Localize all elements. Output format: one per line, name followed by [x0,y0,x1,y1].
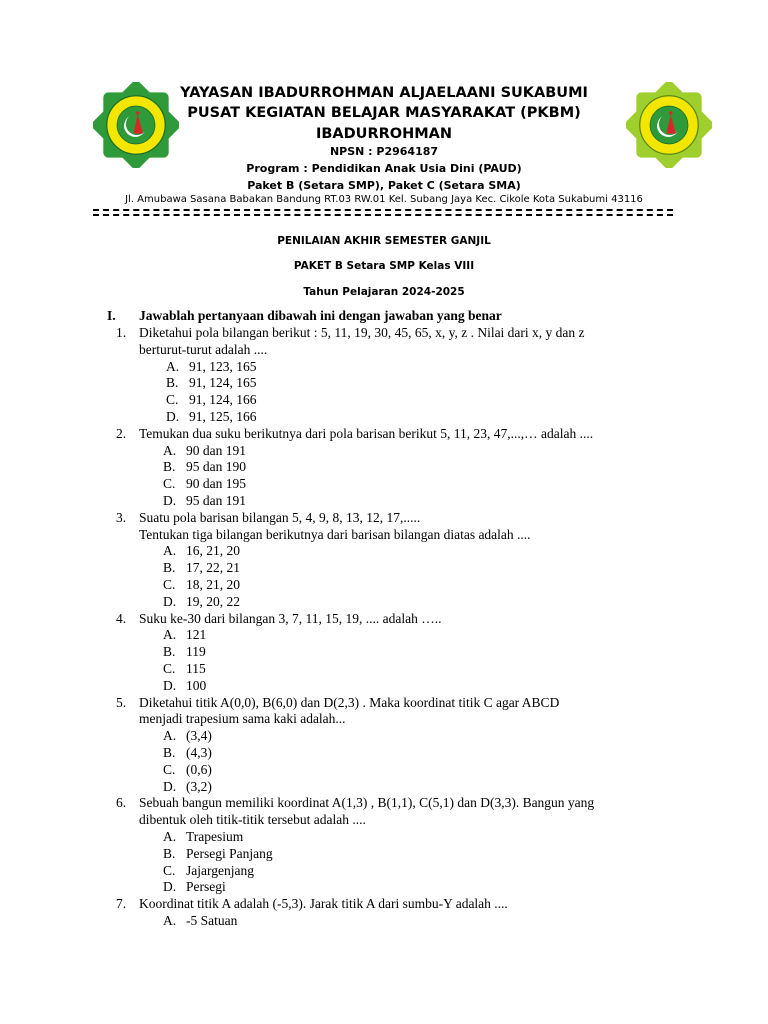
npsn-number: NPSN : P2964187 [329,145,439,158]
question-text-line: Suatu pola barisan bilangan 5, 4, 9, 8, 13, 12, 17,..... [139,509,421,525]
question-text-line: Sebuah bangun memiliki koordinat A(1,3) , B(1,1), C(5,1) dan D(3,3). Bangun yang [139,795,595,811]
question-number: 4. [116,610,127,626]
question-text [139,510,676,544]
question-number: 3. [116,509,127,525]
question-text [139,611,676,628]
option-text: 91, 124, 166 [189,392,257,408]
section-number: I. [107,308,116,323]
answer-option [163,644,676,661]
option-text: 90 dan 195 [186,476,246,492]
answer-option [163,762,676,779]
option-text: (3,2) [186,778,212,794]
option-letter: B. [163,845,176,861]
option-text: 17, 22, 21 [186,560,240,576]
option-letter: D. [166,408,180,424]
answer-option [166,392,676,409]
option-letter: D. [163,593,177,609]
question-item [116,611,676,695]
question-item [116,695,676,796]
option-text: 91, 124, 165 [189,375,257,391]
option-letter: A. [163,543,177,559]
question-text [139,896,676,913]
answer-option [163,627,676,644]
option-letter: C. [163,761,176,777]
question-text [139,695,676,729]
option-letter: B. [163,459,176,475]
foundation-name: YAYASAN IBADURROHMAN ALJAELAANI SUKABUMI [180,85,588,101]
option-text: 18, 21, 20 [186,576,240,592]
option-letter: C. [166,392,179,408]
option-letter: A. [166,358,180,374]
option-letter: A. [163,627,177,643]
question-text [139,426,676,443]
question-text-line: berturut-turut adalah .... [139,341,268,357]
option-text: 95 dan 191 [186,492,246,508]
option-text: -5 Satuan [186,912,238,928]
option-text: 91, 123, 165 [189,358,257,374]
option-text: 19, 20, 22 [186,593,240,609]
option-text: 91, 125, 166 [189,408,257,424]
question-text-line: Suku ke-30 dari bilangan 3, 7, 11, 15, 19, .... adalah ….. [139,610,442,626]
option-letter: B. [163,744,176,760]
option-letter: D. [163,778,177,794]
question-text [139,795,676,829]
exam-level: PAKET B Setara SMP Kelas VIII [293,260,475,272]
question-list [116,325,676,930]
answer-option [163,543,676,560]
question-text-line: Diketahui titik A(0,0), B(6,0) dan D(2,3) . Maka koordinat titik C agar ABCD [139,694,560,710]
answer-option [166,375,676,392]
answer-option [163,661,676,678]
option-letter: B. [163,560,176,576]
option-text: (0,6) [186,761,212,777]
institution-name: PUSAT KEGIATAN BELAJAR MASYARAKAT (PKBM) [187,105,581,121]
answer-option [163,863,676,880]
option-text: 95 dan 190 [186,459,246,475]
option-text: 16, 21, 20 [186,543,240,559]
option-letter: B. [163,644,176,660]
question-text-line: Tentukan tiga bilangan berikutnya dari barisan bilangan diatas adalah .... [139,526,531,542]
option-text: 100 [186,677,207,693]
paket-line: Paket B (Setara SMP), Paket C (Setara SMA) [247,179,521,192]
option-letter: C. [163,660,176,676]
question-item [116,426,676,510]
answer-option [163,846,676,863]
question-number: 6. [116,795,127,811]
option-text: 121 [186,627,207,643]
option-letter: A. [163,442,177,458]
program-line: Program : Pendidikan Anak Usia Dini (PAUD) [246,162,522,175]
answer-option [163,879,676,896]
exam-title: PENILAIAN AKHIR SEMESTER GANJIL [277,235,491,247]
question-item [116,896,676,930]
letterhead [0,0,768,230]
question-number: 5. [116,694,127,710]
option-letter: D. [163,492,177,508]
header-divider [93,209,673,218]
answer-option [163,476,676,493]
question-number: 2. [116,425,127,441]
question-number: 7. [116,896,127,912]
answer-option [163,745,676,762]
answer-option [163,493,676,510]
answer-option [166,409,676,426]
address-line: Jl. Amubawa Sasana Babakan Bandung RT.03 RW.01 Kel. Subang Jaya Kec. Cikole Kota Sukabumi 43116 [125,194,643,205]
answer-option [166,359,676,376]
option-text: 115 [186,660,206,676]
option-letter: D. [163,879,177,895]
section-title: Jawablah pertanyaan dibawah ini dengan jawaban yang benar [139,308,502,323]
option-letter: B. [166,375,179,391]
answer-option [163,728,676,745]
section-heading [107,308,502,325]
answer-option [163,459,676,476]
option-letter: A. [163,828,177,844]
answer-option [163,443,676,460]
option-text: 119 [186,644,206,660]
option-text: Jajargenjang [186,862,254,878]
option-letter: D. [163,677,177,693]
question-item [116,510,676,611]
option-text: Trapesium [186,828,244,844]
option-text: Persegi [186,879,226,895]
academic-year: Tahun Pelajaran 2024-2025 [303,286,465,298]
answer-option [163,829,676,846]
question-text-line: dibentuk oleh titik-titik tersebut adalah .... [139,812,366,828]
option-letter: A. [163,912,177,928]
question-item [116,325,676,426]
question-text [139,325,676,359]
answer-option [163,594,676,611]
answer-option [163,678,676,695]
option-text: 90 dan 191 [186,442,246,458]
institution-short-name: IBADURROHMAN [315,126,453,142]
question-number: 1. [116,325,127,340]
option-text: (3,4) [186,728,212,744]
question-text-line: menjadi trapesium sama kaki adalah... [139,711,346,727]
answer-option [163,913,676,930]
question-text-line: Koordinat titik A adalah (-5,3). Jarak titik A dari sumbu-Y adalah .... [139,896,508,912]
question-text-line: Temukan dua suku berikutnya dari pola barisan berikut 5, 11, 23, 47,...,… adalah .... [139,425,594,441]
option-text: (4,3) [186,744,212,760]
option-letter: C. [163,862,176,878]
option-letter: C. [163,576,176,592]
option-letter: A. [163,728,177,744]
option-text: Persegi Panjang [186,845,273,861]
option-letter: C. [163,476,176,492]
question-text-line: Diketahui pola bilangan berikut : 5, 11, 19, 30, 45, 65, x, y, z . Nilai dari x, y dan z [139,325,585,340]
question-item [116,795,676,896]
answer-option [163,560,676,577]
answer-option [163,577,676,594]
answer-option [163,779,676,796]
